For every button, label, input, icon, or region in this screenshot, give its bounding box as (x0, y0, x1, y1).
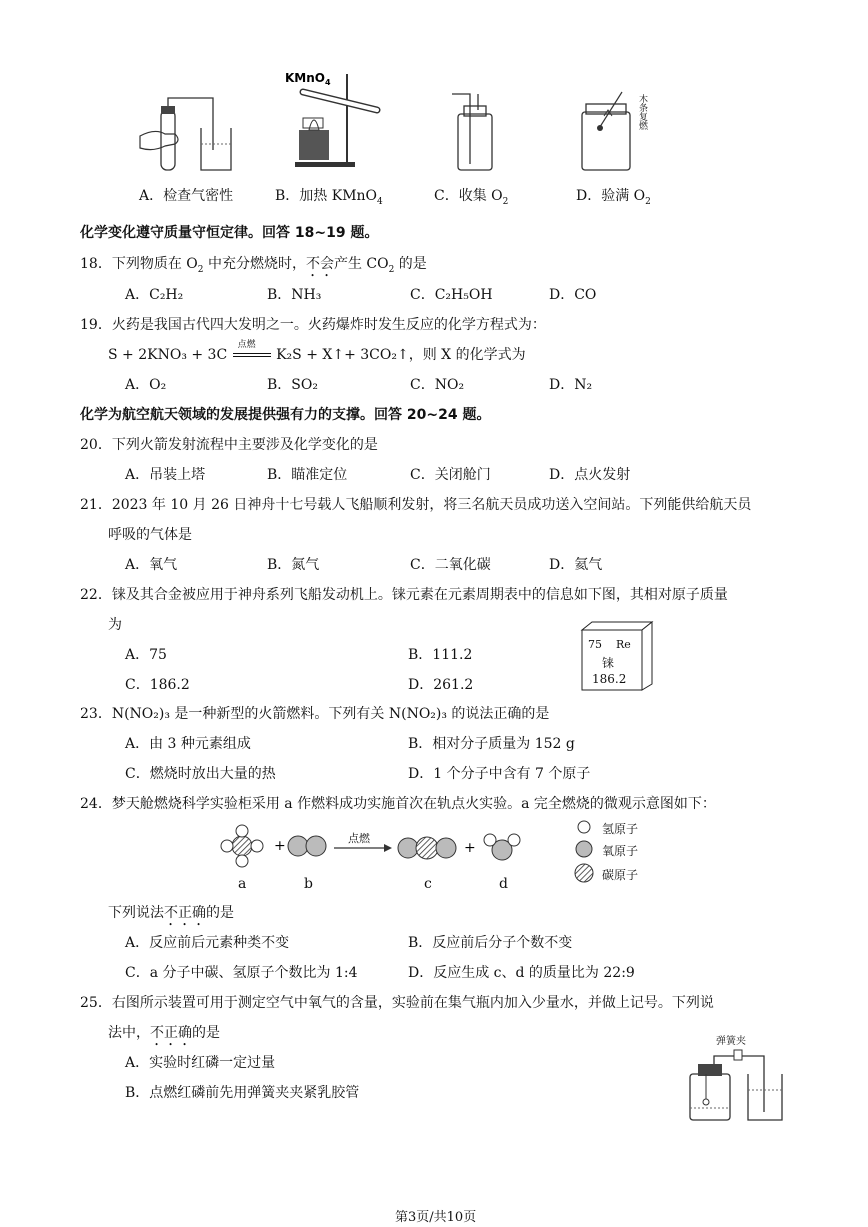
q18-option-b[interactable]: B．NH₃ (267, 287, 322, 303)
q20-option-d[interactable]: D．点火发射 (549, 467, 631, 483)
q24-sub-stem: 下列说法不正确的是 (108, 905, 234, 921)
legend-hydrogen: 氢原子 (602, 822, 639, 836)
section-heading-1: 化学变化遵守质量守恒定律。回答 18~19 题。 (80, 225, 379, 241)
fig-option-a: A．检查气密性 (139, 188, 234, 204)
fig-option-b: B．加热 KMnO$_4$ (275, 188, 383, 207)
q19-option-d[interactable]: D．N₂ (549, 377, 593, 393)
kmno4-label-subscript: 4 (324, 78, 331, 87)
label-a: a (238, 876, 247, 892)
q19-option-a[interactable]: A．O₂ (125, 377, 167, 393)
legend-carbon: 碳原子 (602, 868, 639, 882)
q23-stem: 23．N(NO₂)₃ 是一种新型的火箭燃料。下列有关 N(NO₂)₃ 的说法正确的是 (80, 706, 550, 722)
q24-option-c[interactable]: C．a 分子中碳、氢原子个数比为 1:4 (125, 965, 358, 981)
q22-stem-line2: 为 (108, 617, 122, 633)
q25-option-a[interactable]: A．实验时红磷一定过量 (125, 1055, 276, 1071)
q18-option-a[interactable]: A．C₂H₂ (125, 287, 184, 303)
q18-stem: 18．下列物质在 $O_2$ 中充分燃烧时，不会产生 $CO_2$ 的是 (80, 256, 427, 275)
q25-stem-line1: 25．右图所示装置可用于测定空气中氧气的含量，实验前在集气瓶内加入少量水，并做上记号。下列说 (80, 995, 714, 1011)
element-mass: 186.2 (592, 672, 627, 686)
q23-option-c[interactable]: C．燃烧时放出大量的热 (125, 766, 276, 782)
figure-a-airtightness (135, 88, 235, 180)
q25-option-b[interactable]: B．点燃红磷前先用弹簧夹夹紧乳胶管 (125, 1085, 360, 1101)
element-card (578, 620, 654, 696)
figure-b-heating (285, 70, 385, 174)
q21-option-d[interactable]: D．氦气 (549, 557, 603, 573)
legend-oxygen: 氧原子 (602, 844, 639, 858)
reaction-condition: 点燃 (348, 832, 370, 845)
figure-d-test-full (578, 88, 668, 176)
q24-stem: 24．梦天舱燃烧科学实验柜采用 a 作燃料成功实施首次在轨点火实验。a 完全燃烧的微观示意图如下： (80, 796, 716, 812)
q19-option-c[interactable]: C．NO₂ (410, 377, 465, 393)
svg-text:+: + (464, 840, 476, 856)
q22-stem-line1: 22．铼及其合金被应用于神舟系列飞船发动机上。铼元素在元素周期表中的信息如下图，其相对原子质量 (80, 587, 728, 603)
label-d: d (499, 876, 508, 892)
q19-equation: S + 2KNO₃ + 3C 点燃 K₂S + X↑+ 3CO₂↑，则 X 的化学式为 (108, 344, 526, 364)
q20-stem: 20．下列火箭发射流程中主要涉及化学变化的是 (80, 437, 378, 453)
q19-option-b[interactable]: B．SO₂ (267, 377, 318, 393)
q24-option-a[interactable]: A．反应前后元素种类不变 (125, 935, 290, 951)
q22-option-a[interactable]: A．75 (125, 647, 167, 663)
q23-option-b[interactable]: B．相对分子质量为 152 g (408, 736, 575, 752)
q22-option-b[interactable]: B．111.2 (408, 647, 473, 663)
kmno4-label-main: KMnO (285, 71, 325, 85)
q19-eq-condition: 点燃 (237, 340, 256, 350)
q18-option-d[interactable]: D．CO (549, 287, 597, 303)
q22-option-c[interactable]: C．186.2 (125, 677, 190, 693)
element-name: 铼 (602, 656, 615, 670)
fig-option-c: C．收集 $O_2$ (434, 188, 509, 207)
section-heading-2: 化学为航空航天领域的发展提供强有力的支撑。回答 20~24 题。 (80, 407, 491, 423)
q23-option-a[interactable]: A．由 3 种元素组成 (125, 736, 251, 752)
q20-option-a[interactable]: A．吊装上塔 (125, 467, 206, 483)
q21-option-a[interactable]: A．氧气 (125, 557, 178, 573)
element-symbol: Re (616, 638, 631, 651)
d-label-text: 木条复燃 (637, 94, 647, 130)
q18-option-c[interactable]: C．C₂H₅OH (410, 287, 493, 303)
q19-stem: 19．火药是我国古代四大发明之一。火药爆炸时发生反应的化学方程式为： (80, 317, 546, 333)
spring-clip-label: 弹簧夹 (716, 1036, 746, 1047)
q24-option-b[interactable]: B．反应前后分子个数不变 (408, 935, 573, 951)
reaction-diagram (218, 818, 538, 892)
label-c: c (424, 876, 432, 892)
q20-option-c[interactable]: C．关闭舱门 (410, 467, 491, 483)
q23-option-d[interactable]: D．1 个分子中含有 7 个原子 (408, 766, 591, 782)
kmno4-label (285, 71, 331, 87)
q21-stem-line1: 21．2023 年 10 月 26 日神舟十七号载人飞船顺利发射，将三名航天员成功送入空间站。下列能供给航天员 (80, 497, 752, 513)
q21-option-c[interactable]: C．二氧化碳 (410, 557, 491, 573)
figure-c-collect (450, 90, 500, 176)
label-b: b (304, 876, 313, 892)
q24-option-d[interactable]: D．反应生成 c、d 的质量比为 22:9 (408, 965, 635, 981)
q21-option-b[interactable]: B．氮气 (267, 557, 320, 573)
page-footer: 第3页/共10页 (395, 1210, 477, 1225)
q21-stem-line2: 呼吸的气体是 (108, 527, 192, 543)
element-number: 75 (588, 638, 602, 651)
svg-text:+: + (274, 838, 286, 854)
fig-option-d: D．验满 $O_2$ (576, 188, 651, 207)
q20-option-b[interactable]: B．瞄准定位 (267, 467, 348, 483)
atom-legend (574, 818, 639, 890)
q22-option-d[interactable]: D．261.2 (408, 677, 474, 693)
q25-stem-line2: 法中，不正确的是 (108, 1025, 220, 1041)
